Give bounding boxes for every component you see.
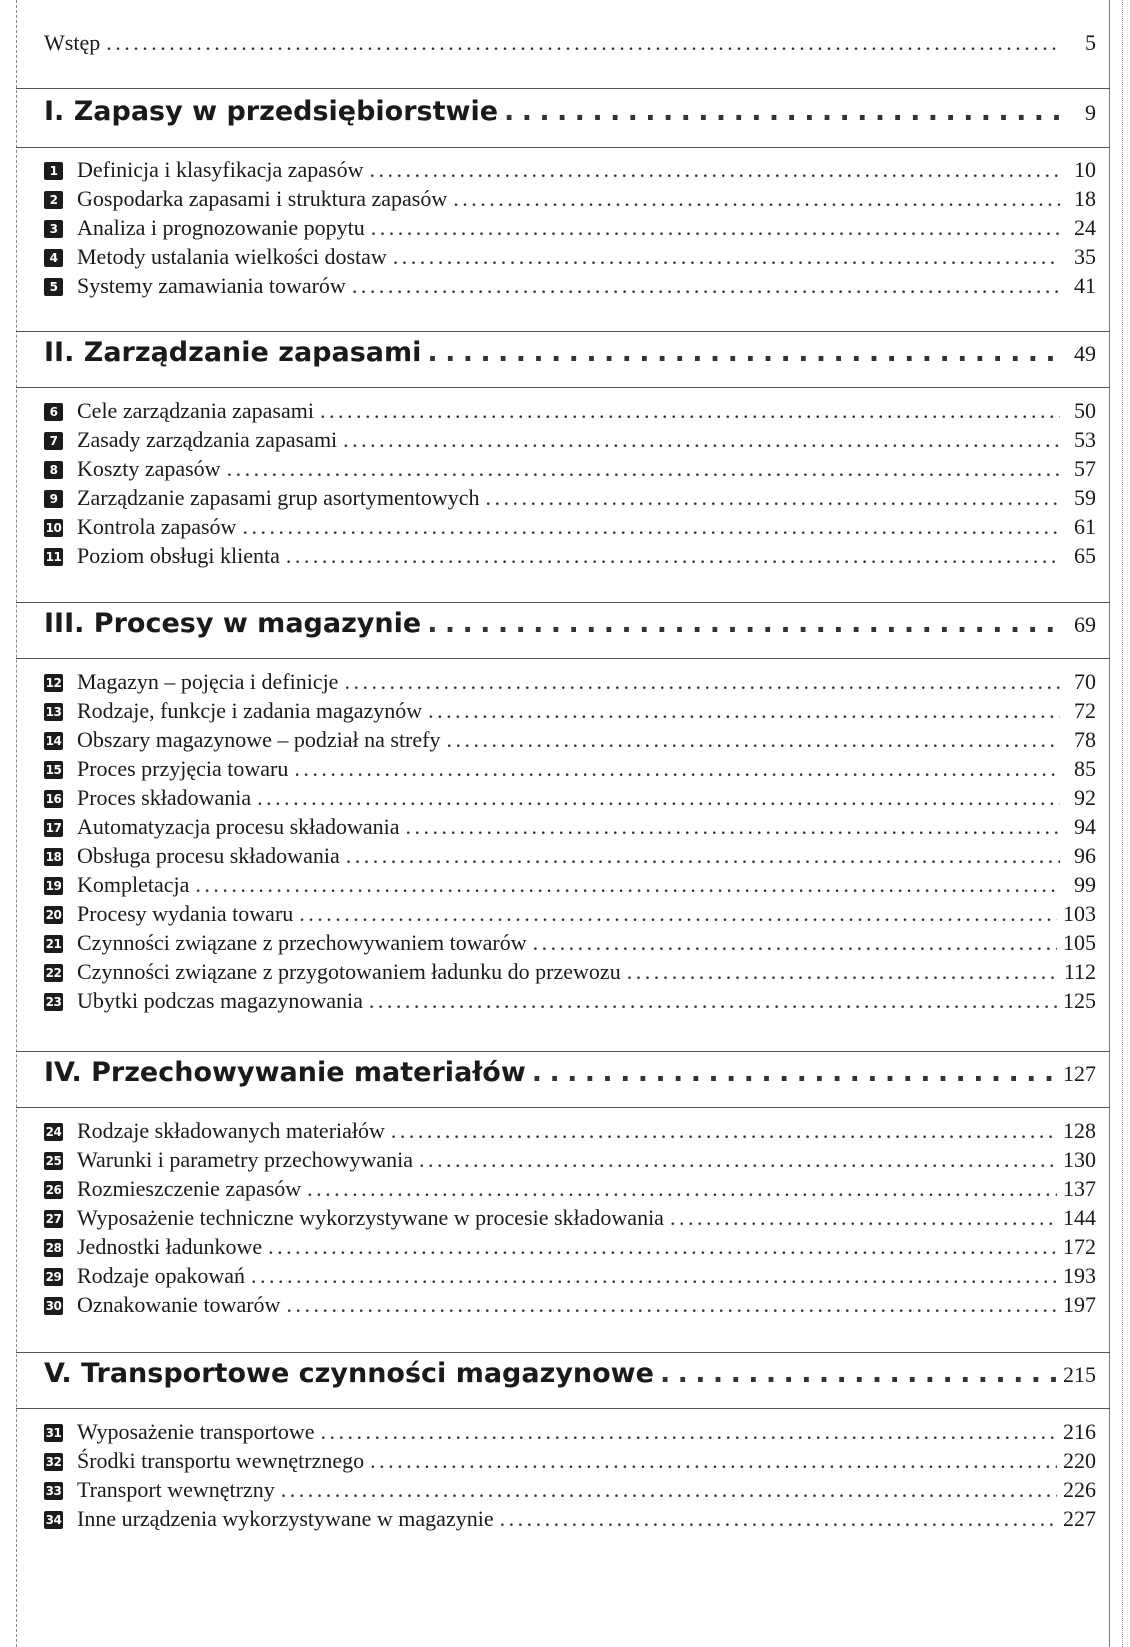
- chapter-entry[interactable]: [44, 756, 1096, 782]
- chapter-number-badge: 5: [44, 278, 63, 296]
- leader-dots: [286, 543, 1060, 569]
- chapter-entry[interactable]: [44, 988, 1096, 1014]
- part-page: 127: [1063, 1061, 1096, 1086]
- part-heading-1[interactable]: [44, 96, 1096, 127]
- chapter-number-badge: 12: [45, 676, 62, 690]
- chapter-entry[interactable]: [44, 1263, 1096, 1289]
- leader-dots: [286, 1292, 1057, 1318]
- chapter-page: 96: [1074, 843, 1096, 868]
- chapter-page: 137: [1063, 1176, 1096, 1201]
- chapter-label: Automatyzacja procesu składowania: [77, 814, 400, 839]
- chapter-number-badge: 8: [44, 461, 63, 479]
- chapter-number-badge: 22: [45, 966, 62, 980]
- chapter-page: 35: [1074, 244, 1096, 269]
- chapter-page: 197: [1063, 1292, 1096, 1317]
- leader-dots: [627, 959, 1058, 985]
- chapter-label: Czynności związane z przygotowaniem ładunku do przewozu: [77, 959, 621, 984]
- chapter-page: 172: [1063, 1234, 1096, 1259]
- toc-entry-intro[interactable]: [44, 30, 1096, 56]
- chapter-page: 61: [1074, 514, 1096, 539]
- chapter-page: 70: [1074, 669, 1096, 694]
- chapter-entry[interactable]: [44, 514, 1096, 540]
- chapter-number-badge: 27: [45, 1212, 62, 1226]
- chapter-number-badge: 30: [45, 1299, 62, 1313]
- chapter-page: 227: [1063, 1506, 1096, 1531]
- chapter-label: Cele zarządzania zapasami: [77, 398, 314, 423]
- chapter-number-badge: 1: [44, 162, 63, 180]
- chapter-entry[interactable]: [44, 186, 1096, 212]
- leader-dots: [299, 901, 1057, 927]
- chapter-label: Poziom obsługi klienta: [77, 543, 280, 568]
- leader-dots: [371, 215, 1060, 241]
- chapter-entry[interactable]: [44, 1419, 1096, 1445]
- chapter-entry[interactable]: [44, 1448, 1096, 1474]
- chapter-entry[interactable]: [44, 959, 1096, 985]
- chapter-entry[interactable]: [44, 901, 1096, 927]
- part-title: III. Procesy w magazynie: [44, 608, 422, 639]
- chapter-label: Metody ustalania wielkości dostaw: [77, 244, 387, 269]
- chapter-number-badge: 9: [44, 490, 63, 508]
- chapter-page: 72: [1074, 698, 1096, 723]
- chapter-entry[interactable]: [44, 244, 1096, 270]
- chapter-label: Oznakowanie towarów: [77, 1292, 281, 1317]
- chapter-entry[interactable]: [44, 1147, 1096, 1173]
- leader-dots: [307, 1176, 1057, 1202]
- chapter-page: 226: [1063, 1477, 1096, 1502]
- chapter-entry[interactable]: [44, 1176, 1096, 1202]
- chapter-number-badge: 19: [45, 879, 62, 893]
- chapter-page: 130: [1063, 1147, 1096, 1172]
- leader-dots: [106, 30, 1060, 56]
- leader-dots: [453, 186, 1060, 212]
- chapter-entry[interactable]: [44, 1205, 1096, 1231]
- chapter-entry[interactable]: [44, 1506, 1096, 1532]
- part-heading-3[interactable]: [44, 608, 1096, 639]
- leader-dots: [369, 988, 1057, 1014]
- chapter-label: Wyposażenie transportowe: [77, 1419, 315, 1444]
- chapter-label: Ubytki podczas magazynowania: [77, 988, 363, 1013]
- chapter-entry[interactable]: [44, 543, 1096, 569]
- part-title: I. Zapasy w przedsiębiorstwie: [44, 96, 499, 127]
- part-title: II. Zarządzanie zapasami: [44, 337, 422, 368]
- chapter-number-badge: 21: [45, 937, 62, 951]
- chapter-label: Obsługa procesu składowania: [77, 843, 340, 868]
- chapter-number-badge: 23: [45, 995, 62, 1009]
- leader-dots: [391, 1118, 1057, 1144]
- chapter-number-badge: 15: [45, 763, 62, 777]
- leader-dots: [227, 456, 1060, 482]
- chapter-entry[interactable]: [44, 698, 1096, 724]
- leader-dots: [268, 1234, 1057, 1260]
- chapter-label: Środki transportu wewnętrznego: [77, 1448, 365, 1473]
- leader-dots: [321, 1419, 1057, 1445]
- chapter-label: Systemy zamawiania towarów: [77, 273, 346, 298]
- chapter-label: Czynności związane z przechowywaniem towarów: [77, 930, 527, 955]
- chapter-entry[interactable]: [44, 456, 1096, 482]
- chapter-number-badge: 32: [45, 1455, 62, 1469]
- chapter-page: 18: [1074, 186, 1096, 211]
- chapter-label: Proces składowania: [77, 785, 252, 810]
- chapter-number-badge: 2: [44, 191, 63, 209]
- chapter-page: 103: [1063, 901, 1096, 926]
- leader-dots: [369, 157, 1060, 183]
- chapter-page: 57: [1074, 456, 1096, 481]
- chapter-entry[interactable]: [44, 215, 1096, 241]
- chapter-label: Transport wewnętrzny: [77, 1477, 275, 1502]
- leader-dots: [344, 669, 1060, 695]
- chapter-label: Magazyn – pojęcia i definicje: [77, 669, 339, 694]
- chapter-number-badge: 11: [45, 550, 62, 564]
- chapter-page: 193: [1063, 1263, 1096, 1288]
- chapter-number-badge: 29: [45, 1270, 62, 1284]
- chapter-entry[interactable]: [44, 427, 1096, 453]
- chapter-entry[interactable]: [44, 1477, 1096, 1503]
- leader-dots: [427, 608, 1060, 639]
- chapter-label: Kontrola zapasów: [77, 514, 237, 539]
- chapter-page: 59: [1074, 485, 1096, 510]
- chapter-entry[interactable]: [44, 1292, 1096, 1318]
- page-edge: [1122, 0, 1124, 1647]
- chapter-label: Procesy wydania towaru: [77, 901, 294, 926]
- leader-dots: [504, 96, 1060, 127]
- chapter-number-badge: 28: [45, 1241, 62, 1255]
- leader-dots: [660, 1358, 1057, 1389]
- chapter-label: Zasady zarządzania zapasami: [77, 427, 338, 452]
- chapter-entry[interactable]: [44, 273, 1096, 299]
- chapter-label: Gospodarka zapasami i struktura zapasów: [77, 186, 448, 211]
- chapter-page: 78: [1074, 727, 1096, 752]
- leader-dots: [242, 514, 1060, 540]
- chapter-number-badge: 6: [44, 403, 63, 421]
- chapter-label: Proces przyjęcia towaru: [77, 756, 289, 781]
- chapter-number-badge: 33: [45, 1484, 62, 1498]
- chapter-entry[interactable]: [44, 1234, 1096, 1260]
- chapter-entry[interactable]: [44, 785, 1096, 811]
- chapter-page: 24: [1074, 215, 1096, 240]
- chapter-entry[interactable]: [44, 727, 1096, 753]
- leader-dots: [343, 427, 1060, 453]
- chapter-label: Wyposażenie techniczne wykorzystywane w procesie składowania: [77, 1205, 664, 1230]
- chapter-page: 99: [1074, 872, 1096, 897]
- part-heading-4[interactable]: [44, 1057, 1096, 1088]
- chapter-number-badge: 34: [45, 1513, 62, 1527]
- chapter-page: 94: [1074, 814, 1096, 839]
- chapter-page: 220: [1063, 1448, 1096, 1473]
- toc-entry-page: 5: [1085, 30, 1096, 55]
- chapter-number-badge: 7: [44, 432, 63, 450]
- leader-dots: [406, 814, 1060, 840]
- toc-entry-label: Wstęp: [44, 30, 101, 55]
- leader-dots: [500, 1506, 1057, 1532]
- part-heading-2[interactable]: [44, 337, 1096, 368]
- chapter-number-badge: 25: [45, 1154, 62, 1168]
- chapter-number-badge: 18: [45, 850, 62, 864]
- chapter-number-badge: 14: [45, 734, 62, 748]
- chapter-page: 53: [1074, 427, 1096, 452]
- chapter-number-badge: 16: [45, 792, 62, 806]
- chapter-number-badge: 13: [45, 705, 62, 719]
- chapter-label: Obszary magazynowe – podział na strefy: [77, 727, 441, 752]
- leader-dots: [486, 485, 1060, 511]
- chapter-page: 65: [1074, 543, 1096, 568]
- leader-dots: [419, 1147, 1057, 1173]
- chapter-label: Warunki i parametry przechowywania: [77, 1147, 414, 1172]
- chapter-label: Rozmieszczenie zapasów: [77, 1176, 302, 1201]
- chapter-entry[interactable]: [44, 930, 1096, 956]
- chapter-page: 112: [1063, 959, 1096, 984]
- leader-dots: [370, 1448, 1057, 1474]
- chapter-page: 41: [1074, 273, 1096, 298]
- chapter-page: 92: [1074, 785, 1096, 810]
- chapter-entry[interactable]: [44, 485, 1096, 511]
- chapter-entry[interactable]: [44, 814, 1096, 840]
- chapter-number-badge: 20: [45, 908, 62, 922]
- chapter-label: Analiza i prognozowanie popytu: [77, 215, 365, 240]
- chapter-number-badge: 31: [45, 1426, 62, 1440]
- leader-dots: [346, 843, 1060, 869]
- part-title: IV. Przechowywanie materiałów: [44, 1057, 526, 1088]
- chapter-page: 125: [1063, 988, 1096, 1013]
- chapter-number-badge: 24: [45, 1125, 62, 1139]
- leader-dots: [428, 698, 1060, 724]
- chapter-label: Rodzaje składowanych materiałów: [77, 1118, 385, 1143]
- chapter-page: 216: [1063, 1419, 1096, 1444]
- chapter-label: Rodzaje opakowań: [77, 1263, 245, 1288]
- leader-dots: [427, 337, 1060, 368]
- chapter-number-badge: 10: [45, 521, 62, 535]
- leader-dots: [294, 756, 1060, 782]
- leader-dots: [281, 1477, 1057, 1503]
- chapter-page: 144: [1063, 1205, 1096, 1230]
- chapter-number-badge: 4: [44, 249, 63, 267]
- part-page: 215: [1063, 1362, 1096, 1387]
- chapter-label: Inne urządzenia wykorzystywane w magazynie: [77, 1506, 494, 1531]
- chapter-label: Jednostki ładunkowe: [77, 1234, 263, 1259]
- chapter-entry[interactable]: [44, 1118, 1096, 1144]
- chapter-label: Rodzaje, funkcje i zadania magazynów: [77, 698, 423, 723]
- leader-dots: [446, 727, 1060, 753]
- part-heading-5[interactable]: [44, 1358, 1096, 1389]
- chapter-label: Kompletacja: [77, 872, 190, 897]
- chapter-entry[interactable]: [44, 872, 1096, 898]
- chapter-page: 128: [1063, 1118, 1096, 1143]
- chapter-page: 50: [1074, 398, 1096, 423]
- leader-dots: [257, 785, 1060, 811]
- chapter-label: Koszty zapasów: [77, 456, 221, 481]
- part-title: V. Transportowe czynności magazynowe: [44, 1358, 654, 1389]
- chapter-page: 85: [1074, 756, 1096, 781]
- chapter-label: Zarządzanie zapasami grup asortymentowych: [77, 485, 480, 510]
- chapter-entry[interactable]: [44, 157, 1096, 183]
- chapter-number-badge: 17: [45, 821, 62, 835]
- chapter-label: Definicja i klasyfikacja zapasów: [77, 157, 364, 182]
- part-page: 49: [1074, 341, 1096, 366]
- part-page: 69: [1074, 612, 1096, 637]
- chapter-page: 105: [1063, 930, 1096, 955]
- leader-dots: [352, 273, 1060, 299]
- leader-dots: [393, 244, 1060, 270]
- chapter-page: 10: [1074, 157, 1096, 182]
- part-page: 9: [1085, 100, 1096, 125]
- chapter-number-badge: 3: [44, 220, 63, 238]
- chapter-entry[interactable]: [44, 398, 1096, 424]
- leader-dots: [320, 398, 1060, 424]
- leader-dots: [670, 1205, 1057, 1231]
- chapter-number-badge: 26: [45, 1183, 62, 1197]
- chapter-entry[interactable]: [44, 669, 1096, 695]
- leader-dots: [195, 872, 1060, 898]
- leader-dots: [251, 1263, 1057, 1289]
- leader-dots: [532, 1057, 1057, 1088]
- chapter-entry[interactable]: [44, 843, 1096, 869]
- leader-dots: [533, 930, 1057, 956]
